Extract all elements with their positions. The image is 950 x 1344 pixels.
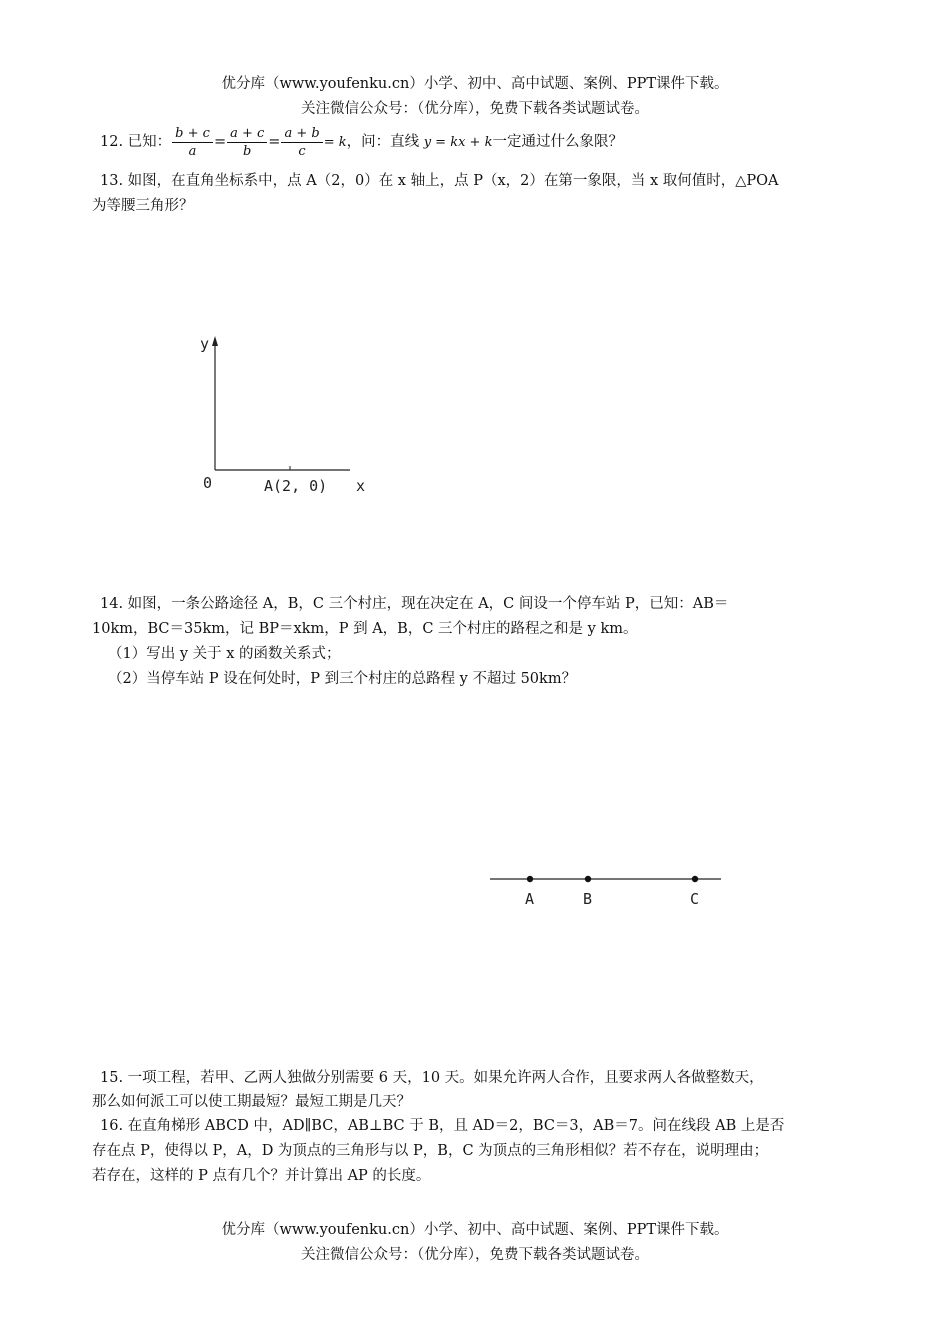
point-a-label: A(2, 0) (264, 477, 328, 495)
q14-road-figure (485, 865, 730, 915)
q16-line-1: 16. 在直角梯形 ABCD 中，AD∥BC，AB⊥BC 于 B，且 AD＝2，BC＝3，AB＝7。问在线段 AB 上是否 (100, 1118, 785, 1134)
village-b-dot (585, 876, 591, 882)
q12-equals-2: = (268, 134, 281, 150)
q13-line-1: 13. 如图，在直角坐标系中，点 A（2，0）在 x 轴上，点 P（x，2）在第一象限，当 x 取何值时，△POA (100, 173, 779, 189)
question-12 (100, 122, 623, 163)
y-axis-arrow-icon (212, 336, 218, 346)
q12-fraction-1: $\frac{b + c}{a}$ (172, 125, 213, 160)
village-c-dot (692, 876, 698, 882)
q12-mid: ，问：直线 (346, 134, 420, 150)
q15-line-2: 那么如何派工可以使工期最短？最短工期是几天？ (92, 1094, 411, 1110)
q14-line-1: 14. 如图，一条公路途径 A，B，C 三个村庄，现在决定在 A，C 间设一个停车站 P，已知：AB＝ (100, 596, 729, 612)
q12-suffix: 一定通过什么象限？ (492, 134, 623, 150)
q12-prefix: 12. 已知： (100, 134, 172, 150)
village-b-label: B (583, 890, 593, 908)
q14-line-2: 10km，BC＝35km，记 BP＝xkm，P 到 A，B，C 三个村庄的路程之和是 y km。 (92, 621, 638, 637)
footer-line-1: 优分库（www.youfenku.cn）小学、初中、高中试题、案例、PPT课件下载。 (221, 1222, 729, 1238)
q14-sub-2: （2）当停车站 P 设在何处时，P 到三个村庄的总路程 y 不超过 50km？ (108, 671, 577, 687)
q13-coordinate-figure (190, 330, 390, 505)
origin-label: 0 (203, 474, 213, 492)
q12-fraction-2: $\frac{a + c}{b}$ (227, 125, 267, 160)
q12-line-expression: y = kx + k (423, 135, 493, 150)
x-axis-label: x (356, 477, 366, 495)
q16-line-2: 存在点 P，使得以 P，A，D 为顶点的三角形与以 P，B，C 为顶点的三角形相似？若不存在，说明理由； (92, 1143, 769, 1159)
q16-line-3: 若存在，这样的 P 点有几个？并计算出 AP 的长度。 (92, 1168, 431, 1184)
village-a-label: A (525, 890, 535, 908)
q12-rhs: = k (323, 135, 347, 150)
footer-line-2: 关注微信公众号：（优分库），免费下载各类试题试卷。 (301, 1247, 649, 1263)
village-c-label: C (690, 890, 700, 908)
header-line-1: 优分库（www.youfenku.cn）小学、初中、高中试题、案例、PPT课件下载。 (221, 76, 729, 92)
q12-equals-1: = (213, 134, 227, 150)
q15-line-1: 15. 一项工程，若甲、乙两人独做分别需要 6 天，10 天。如果允许两人合作，且要求两人各做整数天， (100, 1070, 764, 1086)
q13-line-2: 为等腰三角形？ (92, 198, 194, 214)
q12-fraction-3: $\frac{a + b}{c}$ (281, 125, 322, 160)
header-line-2: 关注微信公众号：（优分库），免费下载各类试题试卷。 (301, 101, 649, 117)
q14-sub-1: （1）写出 y 关于 x 的函数关系式； (108, 646, 341, 662)
y-axis-label: y (200, 335, 210, 353)
village-a-dot (527, 876, 533, 882)
